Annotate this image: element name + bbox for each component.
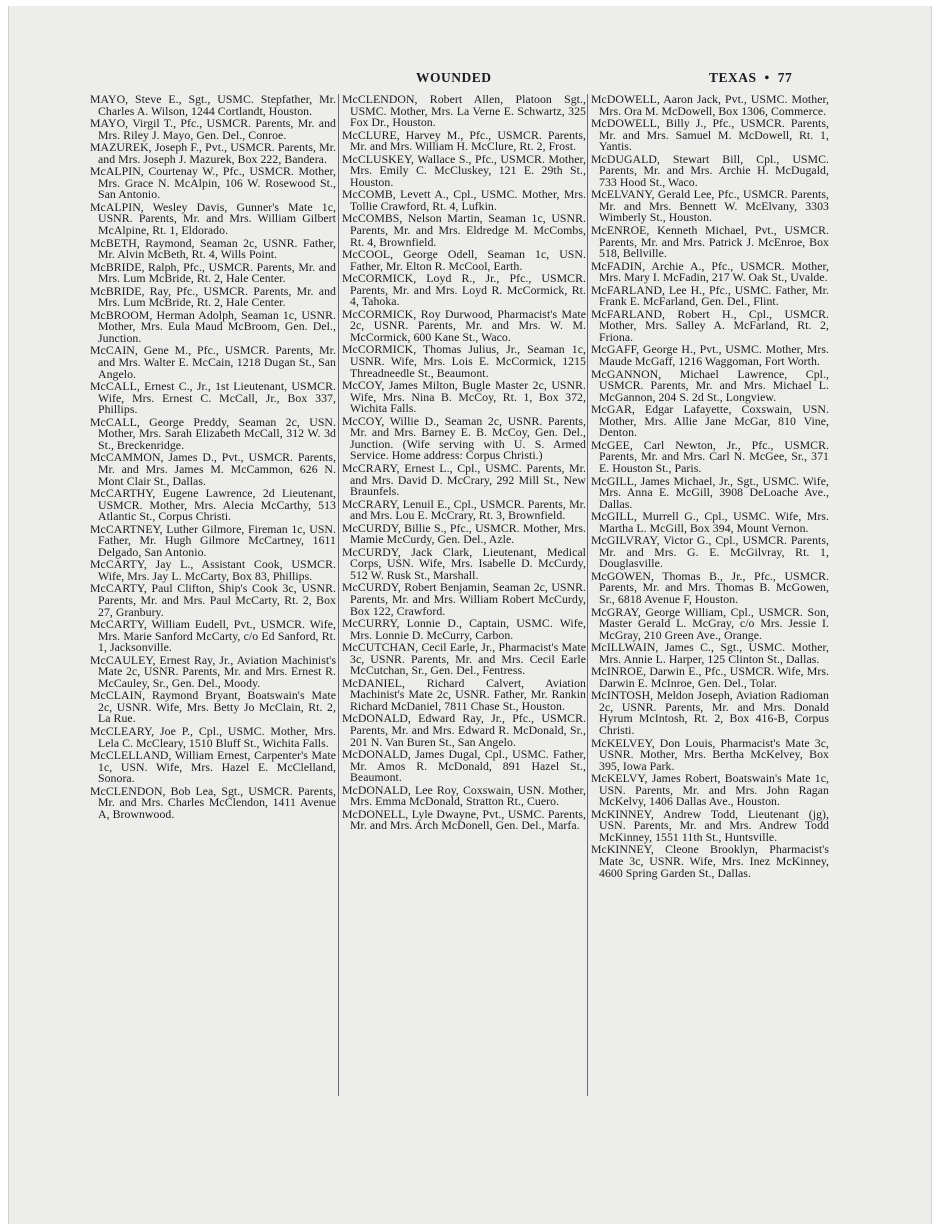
casualty-entry: McCLEARY, Joe P., Cpl., USMC. Mother, Mrs. Lela C. McCleary, 1510 Bluff St., Wichita Falls. (90, 723, 336, 750)
casualty-entry: McCURDY, Billie S., Pfc., USMCR. Mother, Mrs. Mamie McCurdy, Gen. Del., Azle. (342, 520, 586, 547)
page-number: 77 (777, 70, 793, 85)
casualty-entry: MAZUREK, Joseph F., Pvt., USMCR. Parents, Mr. and Mrs. Joseph J. Mazurek, Box 222, Bandera. (90, 140, 336, 166)
casualty-entry: MAYO, Virgil T., Pfc., USMCR. Parents, Mr. and Mrs. Riley J. Mayo, Gen. Del., Conroe. (90, 116, 336, 142)
casualty-entry: McCOY, James Milton, Bugle Master 2c, USNR. Wife, Mrs. Nina B. McCoy, Rt. 1, Box 372, Wichita Falls. (342, 378, 586, 416)
column-2 (342, 94, 586, 1104)
casualty-entry: McBRIDE, Ray, Pfc., USMCR. Parents, Mr. and Mrs. Lum McBride, Rt. 2, Hale Center. (90, 283, 336, 310)
casualty-entry: MAYO, Steve E., Sgt., USMC. Stepfather, Mr. Charles A. Wilson, 1244 Cortlandt, Houston. (90, 94, 336, 118)
state-name: TEXAS (709, 70, 757, 85)
casualty-entry: McCLENDON, Robert Allen, Platoon Sgt., USMC. Mother, Mrs. La Verne E. Schwartz, 325 Fox Dr., Houston. (342, 94, 586, 130)
casualty-entry: McILLWAIN, James C., Sgt., USMC. Mother, Mrs. Annie L. Harper, 125 Clinton St., Dallas. (591, 640, 829, 666)
casualty-entry: McCOMB, Levett A., Cpl., USMC. Mother, Mrs. Tollie Crawford, Rt. 4, Lufkin. (342, 187, 586, 213)
casualty-entry: McCAMMON, James D., Pvt., USMCR. Parents, Mr. and Mrs. James M. McCammon, 626 N. Mont Clair St., Dallas. (90, 450, 336, 488)
casualty-entry: McDONALD, James Dugal, Cpl., USMC. Father, Mr. Amos R. McDonald, 891 Hazel St., Beaumont. (342, 747, 586, 785)
header-right (709, 70, 792, 86)
casualty-entry: McCALL, George Preddy, Seaman 2c, USN. Mother, Mrs. Sarah Elizabeth McCall, 312 W. 3d St., Breckenridge. (90, 414, 336, 452)
casualty-entry: McBRIDE, Ralph, Pfc., USMCR. Parents, Mr. and Mrs. Lum McBride, Rt. 2, Hale Center. (90, 259, 336, 286)
document-page (8, 6, 932, 1224)
casualty-entry: McCARTY, Jay L., Assistant Cook, USMCR. Wife, Mrs. Jay L. McCarty, Box 83, Phillips. (90, 557, 336, 583)
casualty-entry: McCOMBS, Nelson Martin, Seaman 1c, USNR. Parents, Mr. and Mrs. Eldredge M. McCombs, Rt. 4, Brownfield. (342, 211, 586, 249)
column-divider-1 (338, 94, 339, 1096)
casualty-entry: McCLENDON, Bob Lea, Sgt., USMCR. Parents, Mr. and Mrs. Charles McClendon, 1411 Avenue A, Brownwood. (90, 783, 336, 821)
casualty-entry: McFARLAND, Lee H., Pfc., USMC. Father, Mr. Frank E. McFarland, Gen. Del., Flint. (591, 282, 829, 309)
casualty-entry: McCLELLAND, William Ernest, Carpenter's Mate 1c, USN. Wife, Mrs. Hazel E. McClelland, Sonora. (90, 748, 336, 786)
casualty-entry: McDONALD, Edward Ray, Jr., Pfc., USMCR. Parents, Mr. and Mrs. Edward R. McDonald, Sr., 201 N. Van Buren St., San Angelo. (342, 711, 586, 749)
casualty-entry: McCLAIN, Raymond Bryant, Boatswain's Mate 2c, USNR. Wife, Mrs. Betty Jo McClain, Rt. 2, La Rue. (90, 688, 336, 726)
casualty-entry: McGAFF, George H., Pvt., USMC. Mother, Mrs. Maude McGaff, 1216 Waggoman, Fort Worth. (591, 342, 829, 369)
section-title: WOUNDED (416, 70, 492, 85)
column-3 (591, 94, 829, 1104)
casualty-entry: McBROOM, Herman Adolph, Seaman 1c, USNR. Mother, Mrs. Eula Maud McBroom, Gen. Del., Junction. (90, 307, 336, 345)
casualty-entry: McCARTY, William Eudell, Pvt., USMCR. Wife, Mrs. Marie Sanford McCarty, c/o Ed Sanford, Rt. 1, Jacksonville. (90, 617, 336, 655)
casualty-entry: McGILL, Murrell G., Cpl., USMC. Wife, Mrs. Martha L. McGill, Box 394, Mount Vernon. (591, 509, 829, 535)
casualty-entry: McGANNON, Michael Lawrence, Cpl., USMCR. Parents, Mr. and Mrs. Michael L. McGannon, 204 S. 2d St., Longview. (591, 366, 829, 404)
casualty-entry: McGILVRAY, Victor G., Cpl., USMCR. Parents, Mr. and Mrs. G. E. McGilvray, Rt. 1, Douglasville. (591, 533, 829, 571)
casualty-entry: McCARTY, Paul Clifton, Ship's Cook 3c, USNR. Parents, Mr. and Mrs. Paul McCarty, Rt. 2, Box 27, Granbury. (90, 581, 336, 619)
casualty-entry: McDOWELL, Billy J., Pfc., USMCR. Parents, Mr. and Mrs. Samuel M. McDowell, Rt. 1, Yantis. (591, 116, 829, 154)
casualty-entry: McDOWELL, Aaron Jack, Pvt., USMC. Mother, Mrs. Ora M. McDowell, Box 1306, Commerce. (591, 94, 829, 118)
casualty-entry: McENROE, Kenneth Michael, Pvt., USMCR. Parents, Mr. and Mrs. Patrick J. McEnroe, Box 518, Bellville. (591, 223, 829, 261)
casualty-entry: McCOOL, George Odell, Seaman 1c, USN. Father, Mr. Elton R. McCool, Earth. (342, 247, 586, 273)
casualty-entry: McBETH, Raymond, Seaman 2c, USNR. Father, Mr. Alvin McBeth, Rt. 4, Wills Point. (90, 235, 336, 262)
casualty-entry: McCUTCHAN, Cecil Earle, Jr., Pharmacist's Mate 3c, USNR. Parents, Mr. and Mrs. Cecil Earle McCutchan, Sr., Gen. Del., Fentress. (342, 640, 586, 678)
casualty-entry: McCRARY, Lenuil E., Cpl., USMCR. Parents, Mr. and Mrs. Lou E. McCrary, Rt. 3, Brownfield. (342, 496, 586, 523)
casualty-entry: McCURDY, Robert Benjamin, Seaman 2c, USNR. Parents, Mr. and Mrs. William Robert McCurdy, Box 122, Crawford. (342, 580, 586, 618)
page-header (9, 70, 931, 88)
casualty-entry: McDANIEL, Richard Calvert, Aviation Machinist's Mate 2c, USNR. Father, Mr. Rankin Richard McDaniel, 7811 Chase St., Houston. (342, 675, 586, 713)
casualty-entry: McINROE, Darwin E., Pfc., USMCR. Wife, Mrs. Darwin E. McInroe, Gen. Del., Tolar. (591, 664, 829, 690)
casualty-entry: McCAULEY, Ernest Ray, Jr., Aviation Machinist's Mate 2c, USNR. Parents, Mr. and Mrs. Ernest R. McCauley, Sr., Gen. Del., Moody. (90, 652, 336, 690)
casualty-entry: McINTOSH, Meldon Joseph, Aviation Radioman 2c, USNR. Parents, Mr. and Mrs. Donald Hyrum McIntosh, Rt. 2, Box 416-B, Corpus Christi. (591, 688, 829, 737)
casualty-entry: McCLUSKEY, Wallace S., Pfc., USMCR. Mother, Mrs. Emily C. McCluskey, 121 E. 29th St., Houston. (342, 151, 586, 189)
bullet-separator: • (764, 70, 770, 85)
casualty-entry: McCRARY, Ernest L., Cpl., USMC. Parents, Mr. and Mrs. David D. McCrary, 292 Mill St., New Braunfels. (342, 460, 586, 499)
casualty-entry: McGEE, Carl Newton, Jr., Pfc., USMCR. Parents, Mr. and Mrs. Carl N. McGee, Sr., 371 E. Houston St., Paris. (591, 437, 829, 475)
casualty-entry: McELVANY, Gerald Lee, Pfc., USMCR. Parents, Mr. and Mrs. Bennett W. McElvany, 3303 Wimberly St., Houston. (591, 187, 829, 225)
casualty-entry: McCARTNEY, Luther Gilmore, Fireman 1c, USN. Father, Mr. Hugh Gilmore McCartney, 1611 Delgado, San Antonio. (90, 521, 336, 559)
casualty-entry: McGAR, Edgar Lafayette, Coxswain, USN. Mother, Mrs. Allie Jane McGar, 810 Vine, Denton. (591, 402, 829, 440)
casualty-entry: McGRAY, George William, Cpl., USMCR. Son, Master Gerald L. McGray, c/o Mrs. Jessie I. McGray, 210 Green Ave., Orange. (591, 604, 829, 642)
casualty-entry: McCAIN, Gene M., Pfc., USMCR. Parents, Mr. and Mrs. Walter E. McCain, 1218 Dugan St., San Angelo. (90, 343, 336, 381)
casualty-entry: McDONALD, Lee Roy, Coxswain, USN. Mother, Mrs. Emma McDonald, Stratton Rt., Cuero. (342, 782, 586, 809)
casualty-entry: McCORMICK, Loyd R., Jr., Pfc., USMCR. Parents, Mr. and Mrs. Loyd R. McCormick, Rt. 4, Tahoka. (342, 271, 586, 309)
casualty-entry: McCURRY, Lonnie D., Captain, USMC. Wife, Mrs. Lonnie D. McCurry, Carbon. (342, 616, 586, 642)
casualty-entry: McCOY, Willie D., Seaman 2c, USNR. Parents, Mr. and Mrs. Barney E. B. McCoy, Gen. Del., Junction. (Wife serving with U. S. Armed Service. Home address: Corpus Christi.) (342, 413, 586, 463)
casualty-entry: McCORMICK, Thomas Julius, Jr., Seaman 1c, USNR. Wife, Mrs. Lois E. McCormick, 1215 Threadneedle St., Beaumont. (342, 342, 586, 380)
casualty-entry: McCARTHY, Eugene Lawrence, 2d Lieutenant, USMCR. Mother, Mrs. Alecia McCarthy, 513 Atlantic St., Corpus Christi. (90, 486, 336, 524)
casualty-entry: McGOWEN, Thomas B., Jr., Pfc., USMCR. Parents, Mr. and Mrs. Thomas B. McGowen, Sr., 6818 Avenue F, Houston. (591, 568, 829, 606)
casualty-entry: McDUGALD, Stewart Bill, Cpl., USMC. Parents, Mr. and Mrs. Archie H. McDugald, 733 Hood St., Waco. (591, 151, 829, 189)
casualty-entry: McFADIN, Archie A., Pfc., USMCR. Mother, Mrs. Mary I. McFadin, 217 W. Oak St., Uvalde. (591, 258, 829, 285)
casualty-entry: McCLURE, Harvey M., Pfc., USMCR. Parents, Mr. and Mrs. William H. McClure, Rt. 2, Frost. (342, 127, 586, 154)
casualty-entry: McKINNEY, Andrew Todd, Lieutenant (jg), USN. Parents, Mr. and Mrs. Andrew Todd McKinney, 1551 11th St., Huntsville. (591, 806, 829, 844)
casualty-entry: McFARLAND, Robert H., Cpl., USMCR. Mother, Mrs. Salley A. McFarland, Rt. 2, Friona. (591, 306, 829, 344)
casualty-entry: McCORMICK, Roy Durwood, Pharmacist's Mate 2c, USNR. Parents, Mr. and Mrs. W. M. McCormick, 600 Kane St., Waco. (342, 306, 586, 344)
casualty-entry: McALPIN, Courtenay W., Pfc., USMCR. Mother, Mrs. Grace N. McAlpin, 106 W. Rosewood St., San Antonio. (90, 164, 336, 202)
casualty-entry: McKINNEY, Cleone Brooklyn, Pharmacist's Mate 3c, USNR. Wife, Mrs. Inez McKinney, 4600 Spring Garden St., Dallas. (591, 842, 829, 880)
casualty-entry: McCALL, Ernest C., Jr., 1st Lieutenant, USMCR. Wife, Mrs. Ernest C. McCall, Jr., Box 337, Phillips. (90, 379, 336, 417)
column-divider-2 (587, 94, 588, 1096)
casualty-entry: McKELVEY, Don Louis, Pharmacist's Mate 3c, USNR. Mother, Mrs. Bertha McKelvey, Box 395, Iowa Park. (591, 735, 829, 773)
casualty-entry: McKELVY, James Robert, Boatswain's Mate 1c, USN. Parents, Mr. and Mrs. John Ragan McKelvy, 1406 Dallas Ave., Houston. (591, 771, 829, 809)
casualty-entry: McGILL, James Michael, Jr., Sgt., USMC. Wife, Mrs. Anna E. McGill, 3908 DeLoache Ave., Dallas. (591, 473, 829, 511)
column-1 (90, 94, 336, 1104)
casualty-entry: McALPIN, Wesley Davis, Gunner's Mate 1c, USNR. Parents, Mr. and Mrs. William Gilbert McAlpine, Rt. 1, Eldorado. (90, 199, 336, 238)
casualty-entry: McCURDY, Jack Clark, Lieutenant, Medical Corps, USN. Wife, Mrs. Isabelle D. McCurdy, 512 W. Rusk St., Marshall. (342, 544, 586, 582)
casualty-entry: McDONELL, Lyle Dwayne, Pvt., USMC. Parents, Mr. and Mrs. Arch McDonell, Gen. Del., Marfa. (342, 806, 586, 833)
